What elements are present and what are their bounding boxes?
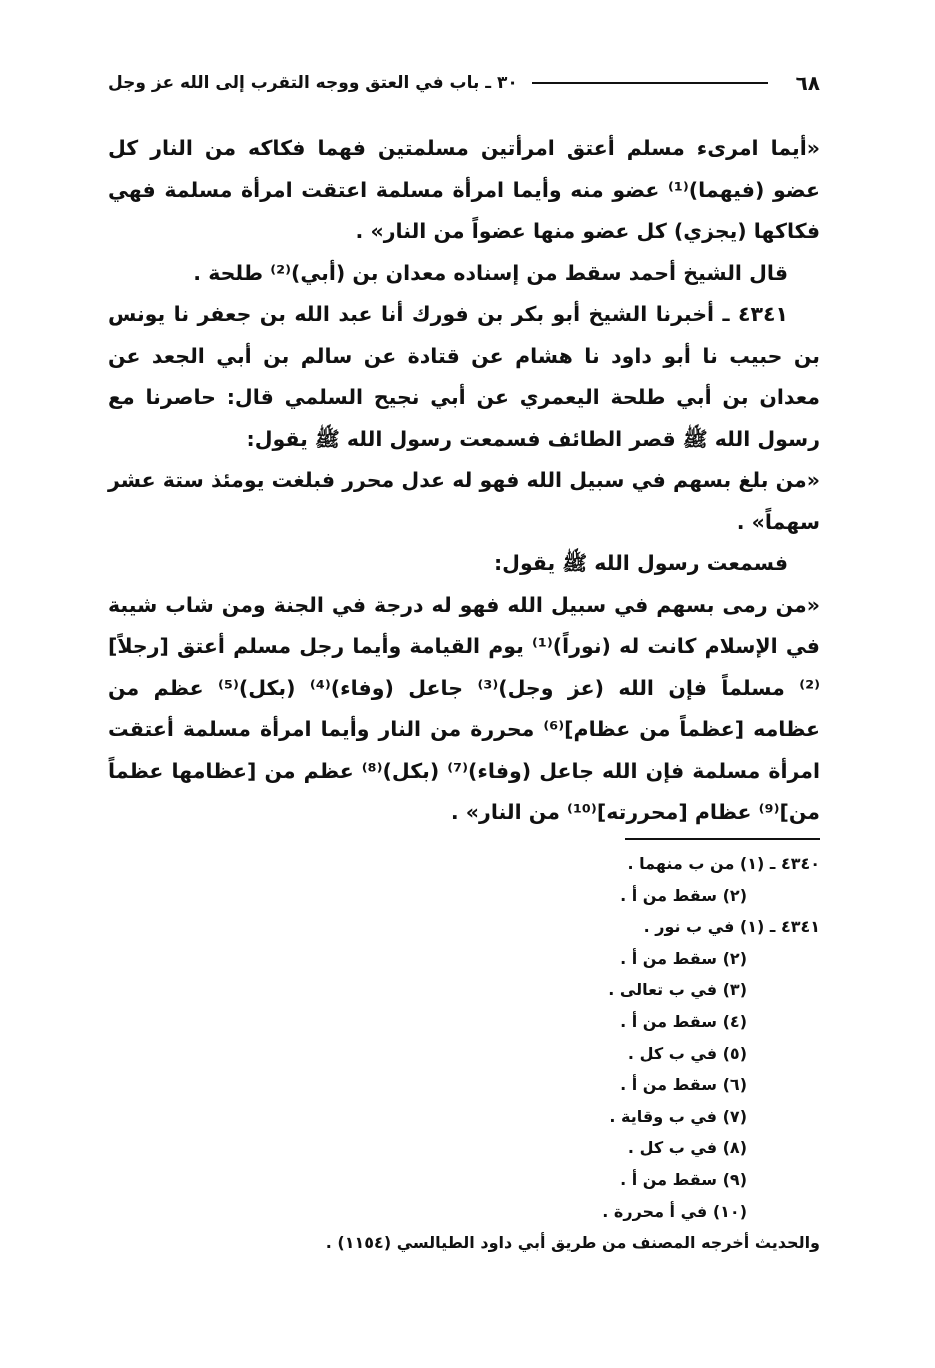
- footnote: (٢) سقط من أ .: [620, 885, 747, 905]
- footnote-rule: [625, 838, 820, 840]
- main-text: [108, 128, 820, 834]
- footnote: (٤) سقط من أ .: [620, 1011, 747, 1031]
- footnote: (٥) في ب كل .: [627, 1043, 747, 1063]
- footnote: (١٠) في أ محررة .: [602, 1201, 747, 1221]
- footnotes: [108, 848, 820, 1259]
- footnote: (٢) سقط من أ .: [620, 948, 747, 968]
- chapter-title: ٣٠ ـ باب في العتق ووجه التقرب إلى الله عز وجل: [108, 73, 518, 93]
- footnote: ٤٣٤٠ ـ (١) من ب منهما .: [627, 854, 820, 873]
- page-number: ٦٨: [795, 71, 820, 95]
- narration-intro: فسمعت رسول الله ﷺ يقول:: [493, 551, 788, 575]
- hadith-text-3: «من رمى بسهم في سبيل الله فهو له درجة في الجنة ومن شاب شيبة في الإسلام كانت له (نوراً)⁽¹⁾ يوم القيامة وأيما رجل مسلم أعتق [رجلاً]⁽²⁾ مسلماً فإن الله (عز وجل)⁽³⁾ جاعل (وفاء)⁽⁴⁾ (بكل)⁽⁵⁾ عظم من عظامه [عظماً من عظام]⁽⁶⁾ محررة من النار وأيما امرأة مسلمة أعتقت امرأة مسلمة فإن الله جاعل (وفاء)⁽⁷⁾ (بكل)⁽⁸⁾ عظم من [عظامها عظماً من]⁽⁹⁾ عظام [محررته]⁽¹⁰⁾ من النار» .: [108, 592, 820, 824]
- sheikh-remark: قال الشيخ أحمد سقط من إسناده معدان بن (أبي)⁽²⁾ طلحة .: [193, 260, 788, 285]
- footnote: ٤٣٤١ ـ (١) في ب نور .: [643, 917, 820, 937]
- source-note: والحديث أخرجه المصنف من طريق أبي داود الطيالسي (١١٥٤) .: [325, 1233, 820, 1253]
- footnote: (٦) سقط من أ .: [620, 1075, 747, 1095]
- footnote: (٧) في ب وقاية .: [609, 1106, 747, 1126]
- hadith-text-1: «أيما امرىء مسلم أعتق امرأتين مسلمتين فهما فكاكه من النار كل عضو (فيهما)⁽¹⁾ عضو منه وأيما امرأة مسلمة اعتقت امرأة مسلمة فهي فكاكها (يجزي) كل عضو منها عضواً من النار» .: [108, 136, 820, 243]
- footnote: (٩) سقط من أ .: [620, 1169, 747, 1189]
- hadith-text-2: «من بلغ بسهم في سبيل الله فهو له عدل محرر فبلغت يومئذ ستة عشر سهماً» .: [108, 468, 820, 534]
- footnote: (٣) في ب تعالى .: [608, 980, 747, 1000]
- header-rule: [532, 82, 768, 84]
- hadith-4341-isnad: ٤٣٤١ ـ أخبرنا الشيخ أبو بكر بن فورك أنا عبد الله بن جعفر نا يونس بن حبيب نا أبو داود نا هشام عن قتادة عن سالم بن أبي الجعد عن معدان بن أبي طلحة اليعمري عن أبي نجيح السلمي قال: حاصرنا مع رسول الله ﷺ قصر الطائف فسمعت رسول الله ﷺ يقول:: [108, 302, 820, 451]
- running-header: [108, 66, 820, 100]
- footnote: (٨) في ب كل .: [627, 1138, 747, 1158]
